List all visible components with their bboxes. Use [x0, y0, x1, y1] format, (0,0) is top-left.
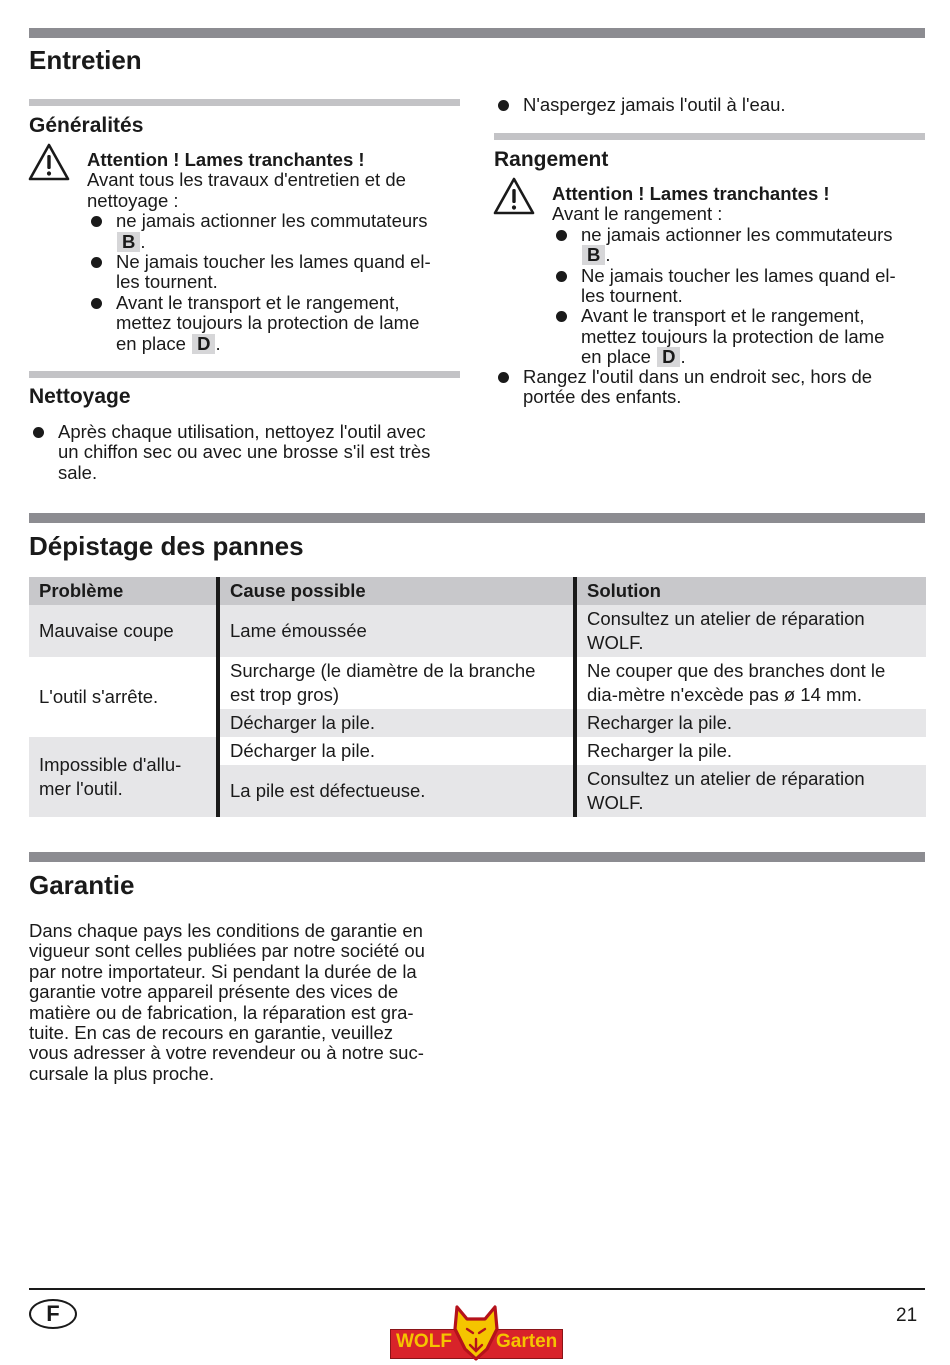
warranty-line: vous adresser à votre revendeur ou à notre suc- — [29, 1042, 424, 1064]
section-bar — [29, 28, 925, 38]
list-item-line: ne jamais actionner les commutateurs — [116, 210, 428, 232]
list-item-line: Avant le transport et le rangement, — [581, 305, 865, 327]
bullet-icon — [33, 427, 44, 438]
bullet-icon — [91, 257, 102, 268]
language-code: F — [46, 1301, 60, 1326]
page-number: 21 — [896, 1305, 918, 1326]
solution-cell: Recharger la pile. — [575, 737, 926, 765]
storage-warning-block — [552, 184, 932, 368]
section-bar — [29, 852, 925, 862]
list-item — [87, 211, 467, 252]
list-item — [29, 422, 469, 483]
logo-text-garten: Garten — [496, 1331, 558, 1352]
warranty-line: cursale la plus proche. — [29, 1062, 215, 1084]
part-key-b: B — [117, 232, 140, 252]
bullet-icon — [91, 216, 102, 227]
list-item-tail: . — [680, 346, 686, 368]
warning-icon — [493, 177, 535, 215]
bullet-icon — [556, 271, 567, 282]
language-badge — [29, 1299, 77, 1329]
cause-cell: Décharger la pile. — [218, 737, 575, 765]
warranty-text — [29, 921, 479, 1084]
section-title-warranty: Garantie — [29, 870, 135, 900]
list-item-line: en place — [581, 346, 651, 368]
list-item-line: N'aspergez jamais l'outil à l'eau. — [523, 94, 786, 115]
warranty-line: matière ou de fabrication, la réparation est gra- — [29, 1001, 414, 1023]
section-title-troubleshooting: Dépistage des pannes — [29, 531, 304, 561]
warranty-line: garantie votre appareil présente des vices de — [29, 981, 399, 1003]
bullet-icon — [91, 298, 102, 309]
warning-list — [552, 225, 932, 368]
warning-intro-line: nettoyage : — [87, 189, 179, 211]
problem-cell: Impossible d'allu- mer l'outil. — [29, 737, 218, 817]
list-item-tail: . — [605, 244, 611, 266]
solution-cell: Ne couper que des branches dont le dia-mètre n'excède pas ø 14 mm. — [575, 657, 926, 709]
list-item — [87, 252, 467, 293]
part-key-b: B — [582, 245, 605, 265]
list-item — [552, 306, 932, 367]
warning-title: Attention ! Lames tranchantes ! — [552, 183, 830, 204]
table-row — [29, 657, 926, 709]
cause-cell: Surcharge (le diamètre de la branche est trop gros) — [218, 657, 575, 709]
bullet-icon — [498, 100, 509, 111]
problem-cell: Mauvaise coupe — [29, 605, 218, 657]
part-key-d: D — [192, 334, 215, 354]
list-item-line: sale. — [58, 461, 98, 483]
list-item-line: Ne jamais toucher les lames quand el- — [581, 264, 896, 286]
warning-intro-line: Avant le rangement : — [552, 203, 723, 225]
cause-cell: Décharger la pile. — [218, 709, 575, 737]
storage-list — [494, 367, 934, 408]
list-item-line: les tournent. — [116, 271, 218, 293]
cause-cell: Lame émoussée — [218, 605, 575, 657]
cleaning-list-continued — [494, 95, 934, 115]
subsection-bar — [29, 371, 460, 378]
table-header-row — [29, 577, 926, 605]
warranty-line: vigueur sont celles publiées par notre société ou — [29, 940, 425, 962]
bullet-icon — [498, 372, 509, 383]
list-item-tail: . — [215, 332, 221, 354]
bullet-icon — [556, 230, 567, 241]
logo-text-wolf: WOLF — [396, 1331, 452, 1352]
footer-rule — [29, 1288, 925, 1290]
list-item — [87, 293, 467, 354]
column-header-cause: Cause possible — [218, 577, 575, 605]
list-item-line: Après chaque utilisation, nettoyez l'outil avec — [58, 421, 426, 442]
list-item — [494, 95, 934, 115]
list-item-line: les tournent. — [581, 285, 683, 307]
list-item-line: Ne jamais toucher les lames quand el- — [116, 251, 431, 273]
column-header-problem: Problème — [29, 577, 218, 605]
warning-intro-line: Avant tous les travaux d'entretien et de — [87, 169, 406, 191]
wolf-head-icon — [453, 1305, 499, 1361]
table-row — [29, 605, 926, 657]
troubleshooting-table — [29, 577, 926, 817]
list-item-line: Rangez l'outil dans un endroit sec, hors de — [523, 366, 873, 387]
subsection-title-general: Généralités — [29, 114, 144, 137]
section-bar — [29, 513, 925, 523]
cleaning-list — [29, 422, 469, 483]
cause-cell: La pile est défectueuse. — [218, 765, 575, 817]
solution-cell: Recharger la pile. — [575, 709, 926, 737]
subsection-bar — [494, 133, 925, 140]
list-item — [552, 225, 932, 266]
subsection-title-storage: Rangement — [494, 148, 609, 171]
list-item — [494, 367, 934, 408]
warning-title: Attention ! Lames tranchantes ! — [87, 149, 365, 170]
warranty-line: par notre importateur. Si pendant la durée de la — [29, 960, 417, 982]
warning-icon — [28, 143, 70, 181]
general-warning-block — [87, 150, 467, 354]
subsection-bar — [29, 99, 460, 106]
subsection-title-cleaning: Nettoyage — [29, 385, 131, 408]
solution-cell: Consultez un atelier de réparation WOLF. — [575, 765, 926, 817]
list-item-line: ne jamais actionner les commutateurs — [581, 223, 893, 245]
list-item-line: en place — [116, 332, 186, 354]
solution-cell: Consultez un atelier de réparation WOLF. — [575, 605, 926, 657]
table-row — [29, 737, 926, 765]
list-item-tail: . — [140, 230, 146, 252]
problem-cell: L'outil s'arrête. — [29, 657, 218, 737]
list-item-line: mettez toujours la protection de lame — [581, 325, 885, 347]
list-item-line: Avant le transport et le rangement, — [116, 291, 400, 313]
brand-logo — [390, 1305, 563, 1361]
list-item-line: mettez toujours la protection de lame — [116, 312, 420, 334]
part-key-d: D — [657, 347, 680, 367]
warning-list — [87, 211, 467, 354]
column-header-solution: Solution — [575, 577, 926, 605]
list-item — [552, 266, 932, 307]
list-item-line: portée des enfants. — [523, 386, 682, 408]
warranty-line: Dans chaque pays les conditions de garantie en — [29, 920, 423, 941]
section-title-maintenance: Entretien — [29, 45, 142, 75]
list-item-line: un chiffon sec ou avec une brosse s'il est très — [58, 441, 431, 463]
bullet-icon — [556, 311, 567, 322]
warranty-line: tuite. En cas de recours en garantie, veuillez — [29, 1022, 394, 1044]
